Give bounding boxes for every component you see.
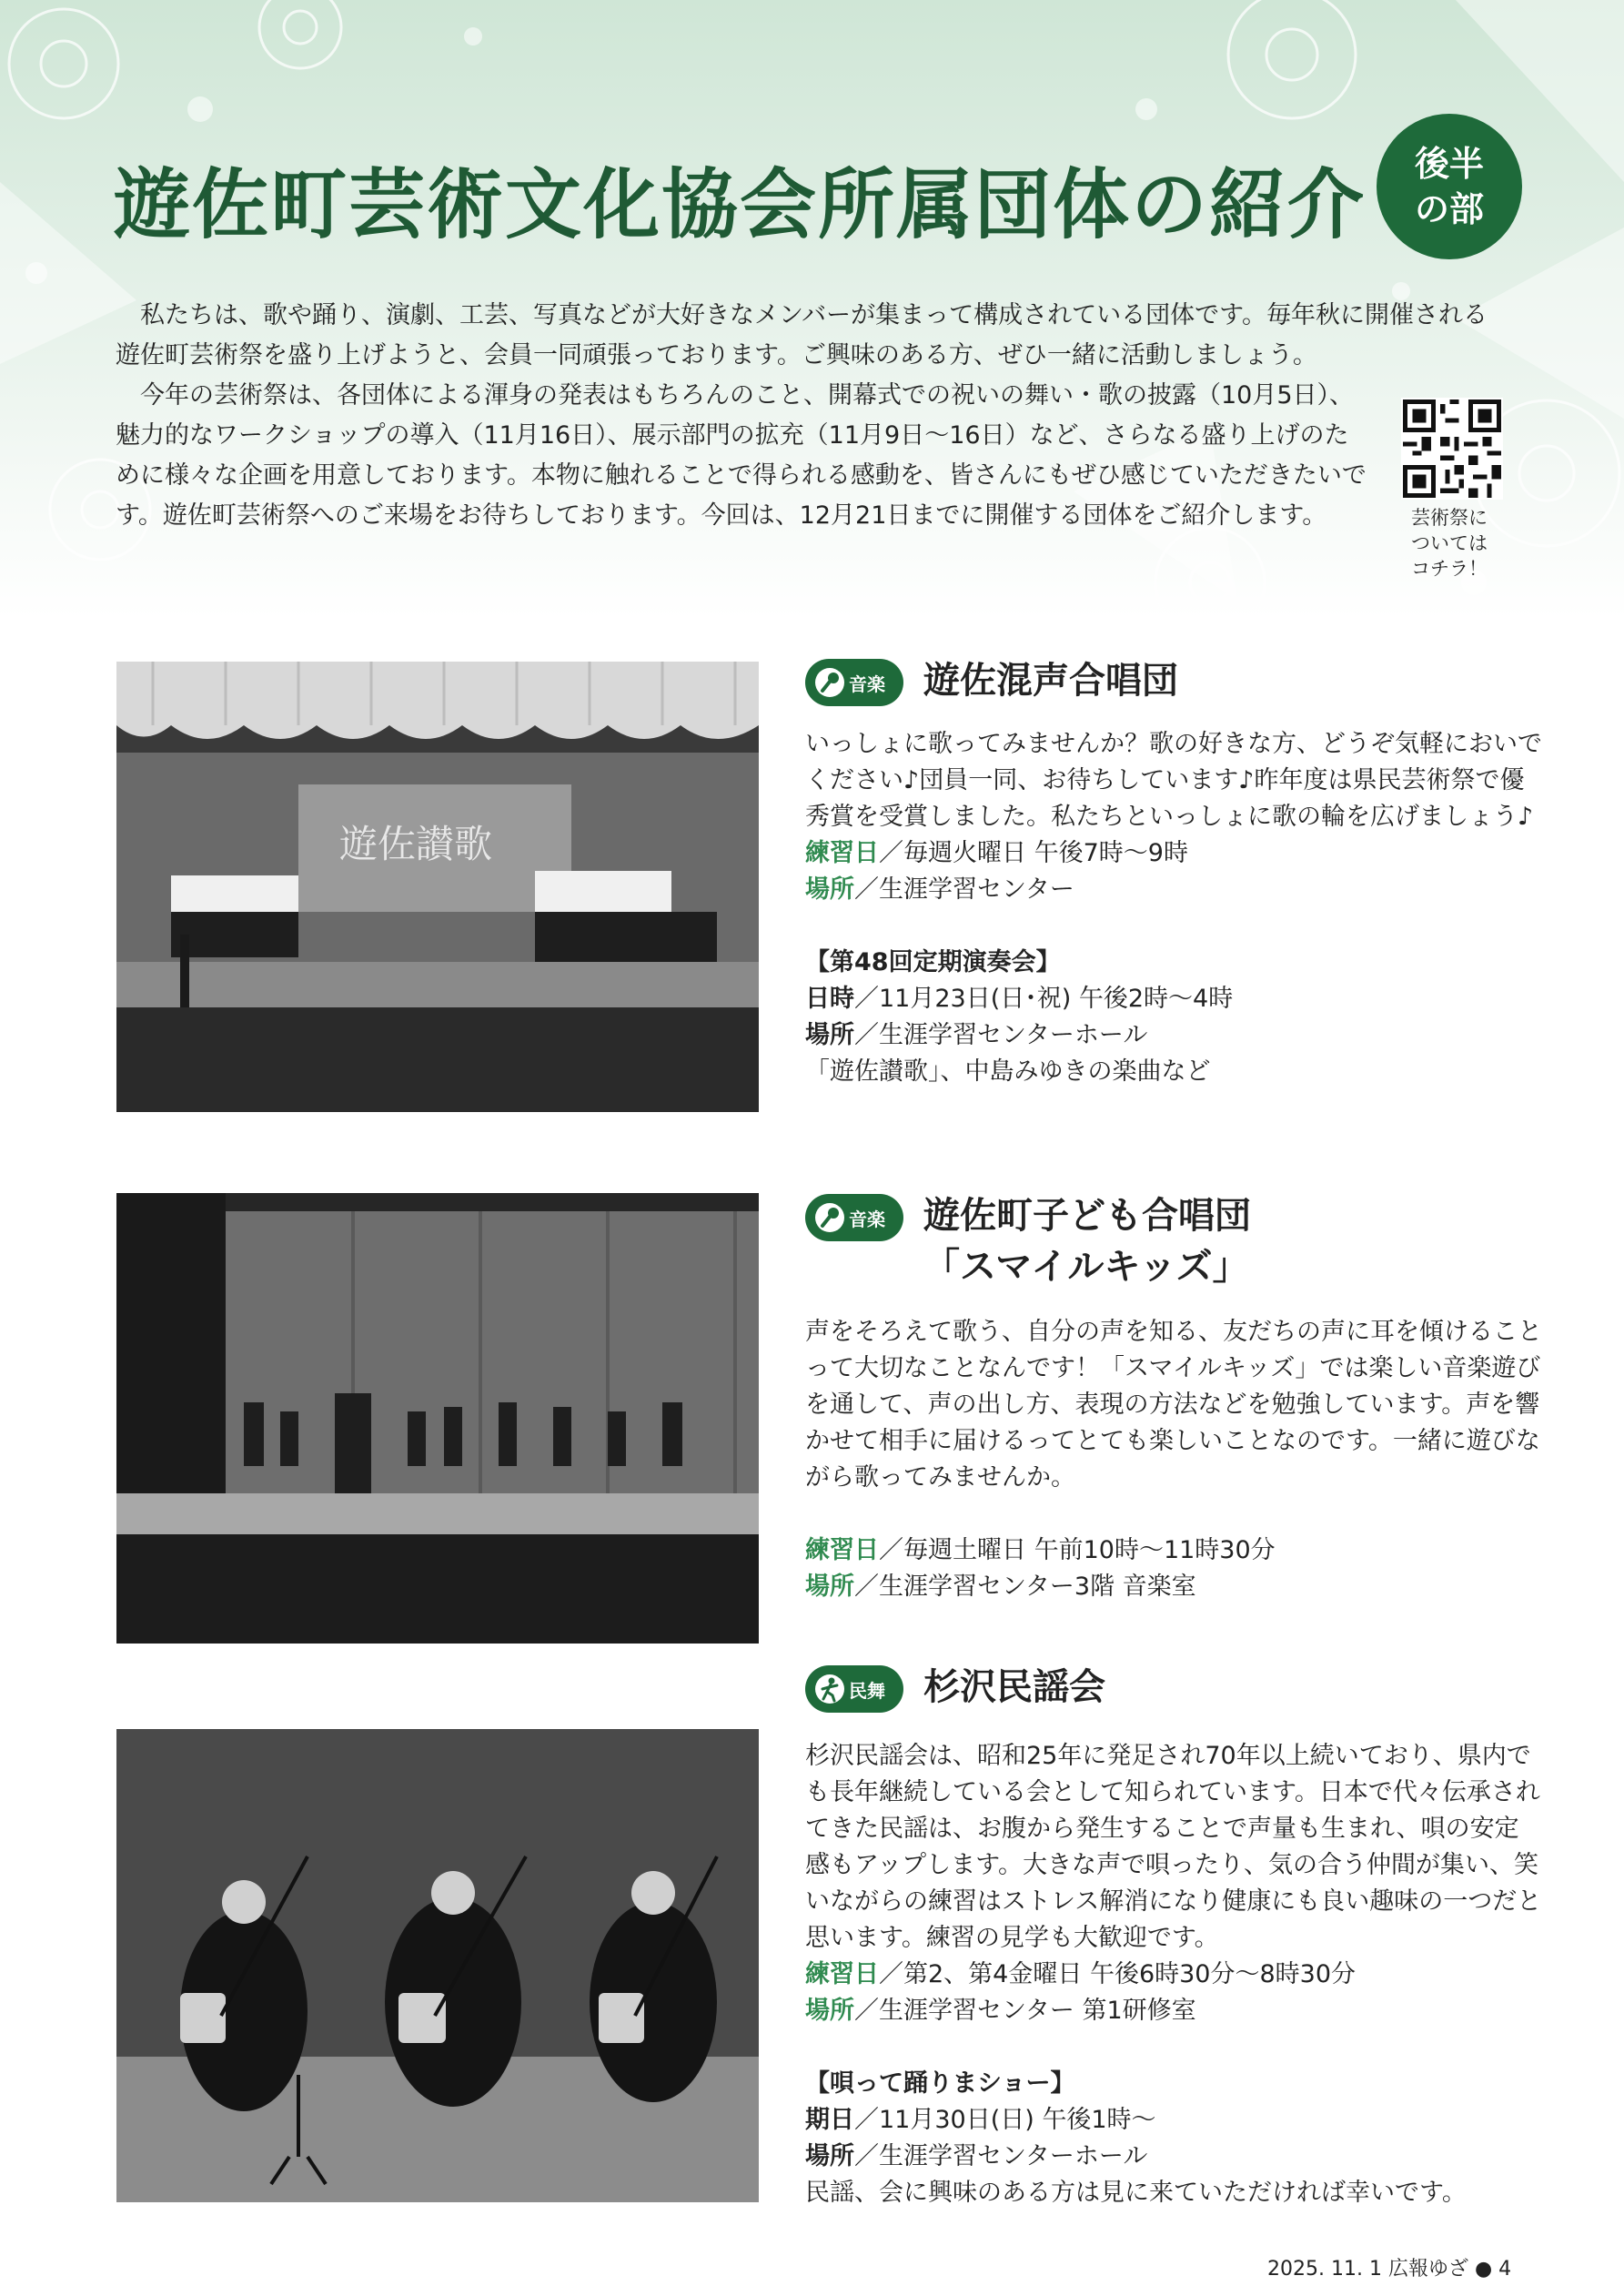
section-title: 遊佐混声合唱団 — [923, 659, 1178, 702]
event-place-label: 場所 — [805, 2142, 854, 2170]
event-note: 民謡、会に興味のある方は見に来ていただければ幸いです。 — [805, 2179, 1467, 2207]
svg-text:遊佐讃歌: 遊佐讃歌 — [339, 822, 493, 866]
section-title: 杉沢民謡会 — [923, 1665, 1105, 1708]
place-label: 場所 — [805, 875, 854, 904]
section-header — [805, 1190, 1542, 1296]
page-number: 4 — [1498, 2258, 1512, 2281]
intro-paragraph-1: 私たちは、歌や踊り、演劇、工芸、写真などが大好きなメンバーが集まって構成されている団体です。毎年秋に開催される遊佐町芸術祭を盛り上げようと、会員一同頑張っております。ご興味のある方、ぜひ一緒に活動しましょう。 — [116, 301, 1488, 369]
intro-paragraph-2: 今年の芸術祭は、各団体による渾身の発表はもちろんのこと、開幕式での祝いの舞い・歌の披露（10月5日）、魅力的なワークショップの導入（11月16日）、展示部門の拡充（11月9日〜16日）など、さらなる盛り上げのために様々な企画を用意しております。本物に触れることで得られる感動を、皆さんにもぜひ感じていただきたいです。遊佐町芸術祭へのご来場をお待ちしております。今回は、12月21日までに開催する団体をご紹介します。 — [116, 381, 1367, 530]
practice-label: 練習日 — [805, 1960, 879, 1988]
description: 杉沢民謡会は、昭和25年に発足され70年以上続いており、県内でも長年継続している会として知られています。日本で代々伝承されてきた民謡は、お腹から発生することで声量も生まれ、唄の安定感もアップします。大きな声で唄ったり、気の合う仲間が集い、笑いながらの練習はストレス解消になり健康にも良い趣味の一つだと思います。練習の見学も大歓迎です。 — [805, 1742, 1542, 1952]
section-body — [805, 726, 1542, 1090]
section-header — [805, 1662, 1542, 1716]
photo-mixed-choir — [116, 662, 759, 1112]
event-place-label: 場所 — [805, 1021, 854, 1049]
section-sugisawa-folk-song — [805, 1662, 1542, 2211]
category-badge: 音楽 — [805, 659, 903, 706]
practice-value: ／第2、第4金曜日 午後6時30分〜8時30分 — [879, 1960, 1357, 1988]
place-value: ／生涯学習センター — [854, 875, 1074, 904]
photo-folk-song-group — [116, 1729, 759, 2202]
section-title: 遊佐町子ども合唱団 「スマイルキッズ」 — [923, 1190, 1251, 1292]
category-badge: 音楽 — [805, 1194, 903, 1241]
place-label: 場所 — [805, 1573, 854, 1601]
event-date-label: 期日 — [805, 2106, 854, 2134]
dancer-icon — [814, 1674, 845, 1704]
second-half-badge — [1377, 114, 1522, 259]
description: 声をそろえて歌う、自分の声を知る、友だちの声に耳を傾けることって大切なことなんです！「スマイルキッズ」では楽しい音楽遊びを通して、声の出し方、表現の方法などを勉強しています。声を響かせて相手に届けるってとても楽しいことなのです。一緒に遊びながら歌ってみませんか。 — [805, 1318, 1542, 1492]
section-mixed-choir — [805, 655, 1542, 1090]
badge-line1: 後半 — [1414, 143, 1484, 184]
place-label: 場所 — [805, 1997, 854, 2025]
place-value: ／生涯学習センター3階 音楽室 — [854, 1573, 1196, 1601]
section-children-choir — [805, 1190, 1542, 1605]
event-date-label: 日時 — [805, 985, 854, 1013]
badge-line2: の部 — [1414, 188, 1484, 229]
page-title: 遊佐町芸術文化協会所属団体の紹介 — [114, 159, 1367, 249]
intro-text — [116, 296, 1498, 536]
photo-children-choir — [116, 1193, 759, 1644]
practice-label: 練習日 — [805, 1536, 879, 1564]
practice-value: ／毎週土曜日 午前10時〜11時30分 — [879, 1536, 1276, 1564]
section-body — [805, 1738, 1542, 2211]
event-date-value: ／11月30日(日) 午後1時〜 — [854, 2106, 1156, 2134]
bullet-icon: ● — [1474, 2258, 1493, 2281]
event-date-value: ／11月23日(日･祝) 午後2時〜4時 — [854, 985, 1234, 1013]
description: いっしょに歌ってみませんか？歌の好きな方、どうぞ気軽においでください♪団員一同、お待ちしています♪昨年度は県民芸術祭で優秀賞を受賞しました。私たちといっしょに歌の輪を広げましょう♪ — [805, 730, 1542, 831]
publication-name: 広報ゆざ — [1387, 2258, 1468, 2281]
event-title: 【唄って踊りまショー】 — [805, 2069, 1075, 2098]
event-place-value: ／生涯学習センターホール — [854, 2142, 1148, 2170]
microphone-icon — [814, 1202, 845, 1233]
microphone-icon — [814, 667, 845, 698]
event-place-value: ／生涯学習センターホール — [854, 1021, 1148, 1049]
event-note: 「遊佐讃歌」、中島みゆきの楽曲など — [805, 1057, 1211, 1086]
place-value: ／生涯学習センター 第1研修室 — [854, 1997, 1196, 2025]
practice-label: 練習日 — [805, 839, 879, 867]
qr-code-icon — [1403, 400, 1501, 498]
issue-date: 2025. 11. 1 — [1267, 2258, 1382, 2281]
practice-value: ／毎週火曜日 午後7時〜9時 — [879, 839, 1188, 867]
section-header — [805, 655, 1542, 710]
event-title: 【第48回定期演奏会】 — [805, 948, 1061, 976]
page-footer — [1267, 2253, 1511, 2281]
qr-code[interactable] — [1401, 398, 1503, 500]
section-subtitle: 「スマイルキッズ」 — [923, 1245, 1249, 1288]
section-body — [805, 1314, 1542, 1605]
category-badge: 民舞 — [805, 1665, 903, 1713]
qr-caption: 芸術祭に ついては コチラ！ — [1411, 507, 1488, 580]
